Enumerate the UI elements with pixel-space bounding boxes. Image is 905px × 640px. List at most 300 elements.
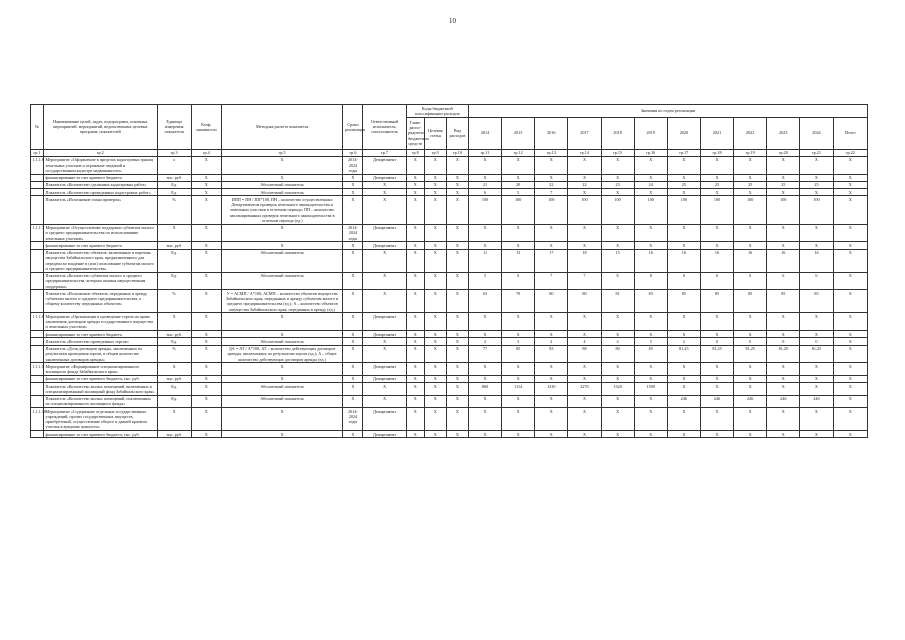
table-cell: Департамент: [363, 408, 406, 431]
table-cell: Х: [833, 408, 867, 431]
row-name-cell: Показатель «Количество проведенных кадастровых работ»: [44, 189, 158, 196]
table-cell: Х: [767, 156, 800, 174]
table-cell: 85: [634, 345, 667, 363]
table-cell: Х: [424, 375, 446, 382]
table-cell: Х: [363, 395, 406, 408]
table-cell: 83: [634, 290, 667, 313]
table-cell: 2: [468, 338, 501, 345]
table-cell: Х: [734, 313, 767, 331]
table-cell: 100: [502, 196, 535, 224]
table-cell: Х: [734, 156, 767, 174]
table-cell: Х: [535, 363, 568, 376]
header-year: 2014: [468, 117, 501, 149]
table-cell: Х: [446, 156, 468, 174]
table-cell: Х: [406, 196, 424, 224]
table-cell: 25: [700, 181, 733, 188]
table-cell: Х: [634, 174, 667, 181]
row-name-cell: финансирование за счет краевого бюджета: [44, 174, 158, 181]
table-cell: Х: [468, 395, 501, 408]
table-cell: 2270: [568, 383, 601, 396]
table-cell: Х: [191, 196, 221, 224]
table-cell: Х: [424, 196, 446, 224]
table-cell: Х: [191, 290, 221, 313]
table-cell: Х: [700, 363, 733, 376]
table-cell: Х: [667, 331, 700, 338]
row-name-cell: Показатель «Доля договоров аренды, заключенных по результатам проведения торгов, в общем количестве заключенных договоров аренды»: [44, 345, 158, 363]
table-cell: 1410: [535, 383, 568, 396]
row-name-cell: финансирование за счет краевого бюджета, тыс. руб.: [44, 375, 158, 382]
table-cell: Департамент: [363, 331, 406, 338]
column-number: гр.6: [343, 149, 363, 156]
table-cell: Х: [406, 313, 424, 331]
table-cell: Х: [667, 189, 700, 196]
table-cell: Х: [446, 224, 468, 242]
table-row: [31, 431, 868, 438]
table-cell: Ед.: [157, 395, 191, 408]
table-cell: Х: [601, 224, 634, 242]
row-name-cell: Показатель «Исполнение плана проверок»: [44, 196, 158, 224]
table-cell: тыс. руб.: [157, 431, 191, 438]
table-cell: 100: [800, 196, 833, 224]
table-cell: Х: [767, 242, 800, 249]
table-cell: 2014-2024 годы: [343, 408, 363, 431]
row-number-cell: [31, 290, 44, 313]
table-cell: тыс. руб.: [157, 174, 191, 181]
table-cell: 85: [700, 290, 733, 313]
table-cell: Х: [800, 375, 833, 382]
table-cell: 0: [800, 338, 833, 345]
table-cell: 21: [468, 181, 501, 188]
table-cell: 100: [468, 196, 501, 224]
header-year: 2024: [800, 117, 833, 149]
table-cell: Абсолютный показатель: [221, 338, 343, 345]
column-number: гр.4: [191, 149, 221, 156]
table-cell: Абсолютный показатель: [221, 181, 343, 188]
table-cell: Х: [406, 290, 424, 313]
page-number: 10: [449, 17, 456, 25]
table-cell: Х: [833, 363, 867, 376]
table-cell: Х: [221, 313, 343, 331]
table-cell: 4: [601, 338, 634, 345]
table-cell: 81,25: [667, 345, 700, 363]
header-year: 2018: [601, 117, 634, 149]
row-number-cell: [31, 189, 44, 196]
table-cell: Х: [601, 408, 634, 431]
table-cell: Х: [424, 408, 446, 431]
table-cell: Департамент: [363, 431, 406, 438]
table-cell: Х: [535, 395, 568, 408]
table-cell: Х: [767, 189, 800, 196]
table-cell: 17: [535, 249, 568, 272]
table-row: [31, 196, 868, 224]
table-cell: 7: [535, 272, 568, 290]
table-cell: 11: [468, 249, 501, 272]
column-number: гр.18: [700, 149, 733, 156]
table-cell: Департамент: [363, 363, 406, 376]
table-cell: Х: [446, 395, 468, 408]
table-cell: Х: [833, 156, 867, 174]
table-cell: Х: [191, 242, 221, 249]
table-cell: 81,25: [734, 345, 767, 363]
column-number: гр.1: [31, 149, 44, 156]
table-cell: Абсолютный показатель: [221, 395, 343, 408]
table-cell: Х: [424, 395, 446, 408]
table-row: [31, 408, 868, 431]
table-cell: 6: [734, 272, 767, 290]
header-term: Сроки реализации: [343, 105, 363, 150]
table-cell: Х: [667, 224, 700, 242]
table-cell: Х: [221, 408, 343, 431]
table-cell: 81,25: [767, 345, 800, 363]
row-number-cell: 1.1.1.10: [31, 408, 44, 431]
table-cell: Х: [446, 363, 468, 376]
table-cell: Х: [601, 174, 634, 181]
table-cell: Х: [424, 331, 446, 338]
table-cell: Х: [406, 338, 424, 345]
table-cell: х: [157, 156, 191, 174]
table-cell: Х: [601, 363, 634, 376]
table-cell: Х: [502, 156, 535, 174]
table-cell: Х: [700, 375, 733, 382]
table-cell: 20: [502, 181, 535, 188]
table-cell: 6: [800, 272, 833, 290]
table-cell: 22: [568, 181, 601, 188]
table-cell: Х: [343, 345, 363, 363]
row-number-cell: [31, 431, 44, 438]
table-cell: Х: [800, 189, 833, 196]
table-cell: Х: [343, 189, 363, 196]
table-cell: Х: [343, 249, 363, 272]
table-cell: 22: [535, 181, 568, 188]
row-number-cell: [31, 242, 44, 249]
row-number-cell: 1.1.1.6: [31, 156, 44, 174]
row-name-cell: Мероприятие «Оформление в пределах кадастровых границ земельных участков и отражение сведений в государственном кадастре недвижимости»: [44, 156, 158, 174]
table-cell: Х: [734, 224, 767, 242]
row-number-cell: [31, 272, 44, 290]
table-cell: 16: [667, 249, 700, 272]
table-cell: 1500: [634, 383, 667, 396]
table-cell: Х: [833, 174, 867, 181]
table-cell: 246: [767, 395, 800, 408]
table-cell: Х: [363, 181, 406, 188]
table-cell: 100: [734, 196, 767, 224]
table-cell: Х: [446, 375, 468, 382]
table-cell: Х: [406, 395, 424, 408]
table-cell: Х: [424, 338, 446, 345]
table-cell: Х: [634, 331, 667, 338]
table-cell: Х: [634, 242, 667, 249]
table-cell: Х: [800, 242, 833, 249]
table-cell: Х: [343, 272, 363, 290]
table-cell: Х: [363, 189, 406, 196]
table-cell: 24: [634, 181, 667, 188]
table-cell: Департамент: [363, 156, 406, 174]
table-cell: Х: [767, 375, 800, 382]
table-cell: Ед.: [157, 181, 191, 188]
table-cell: Х: [468, 431, 501, 438]
table-cell: Х: [468, 174, 501, 181]
table-cell: Х: [446, 181, 468, 188]
row-name-cell: Показатель «Количество проведенных торгов»: [44, 338, 158, 345]
table-cell: Х: [468, 242, 501, 249]
table-cell: Х: [767, 224, 800, 242]
table-cell: Х: [446, 272, 468, 290]
table-cell: Х: [535, 224, 568, 242]
table-cell: Х: [601, 156, 634, 174]
column-number: гр.21: [800, 149, 833, 156]
table-row: [31, 363, 868, 376]
row-name-cell: финансирование за счет краевого бюджета, тыс. руб.: [44, 431, 158, 438]
table-cell: Х: [221, 363, 343, 376]
table-cell: Х: [535, 408, 568, 431]
table-cell: 16: [800, 249, 833, 272]
table-cell: Х: [833, 383, 867, 396]
table-cell: Х: [833, 313, 867, 331]
table-cell: Х: [833, 242, 867, 249]
table-cell: 25: [667, 181, 700, 188]
column-number: гр.13: [535, 149, 568, 156]
table-cell: 63: [468, 290, 501, 313]
row-number-cell: [31, 249, 44, 272]
table-cell: Х: [191, 375, 221, 382]
table-cell: Х: [157, 224, 191, 242]
row-number-cell: [31, 345, 44, 363]
table-cell: Х: [406, 242, 424, 249]
row-name-cell: Мероприятие «Осуществление поддержки субъектов малого и среднего предпринимательства по использованию земельных участков»: [44, 224, 158, 242]
row-name-cell: Показатель «Количество жилых помещений, включенных в специализированный жилищный фонд Забайкальского края»: [44, 383, 158, 396]
header-coef: Коэф. значимости: [191, 105, 221, 150]
table-cell: Х: [700, 224, 733, 242]
table-cell: Х: [343, 363, 363, 376]
table-cell: Х: [833, 395, 867, 408]
header-year: Итого: [833, 117, 867, 149]
table-cell: Х: [343, 431, 363, 438]
header-values: Значения по годам реализации: [468, 105, 867, 118]
table-cell: Х: [343, 383, 363, 396]
table-cell: Х: [800, 331, 833, 338]
table-cell: Х: [734, 331, 767, 338]
table-cell: Х: [700, 408, 733, 431]
table-cell: Х: [446, 408, 468, 431]
table-cell: 18: [568, 249, 601, 272]
table-cell: Х: [502, 375, 535, 382]
table-cell: Х: [700, 313, 733, 331]
table-cell: Х: [191, 174, 221, 181]
table-cell: Х: [363, 272, 406, 290]
table-cell: 246: [734, 395, 767, 408]
table-cell: Х: [406, 383, 424, 396]
table-cell: Х: [502, 242, 535, 249]
table-cell: Х: [700, 383, 733, 396]
table-cell: Х: [446, 249, 468, 272]
table-cell: 6: [502, 272, 535, 290]
table-cell: 85: [800, 290, 833, 313]
table-cell: Х: [568, 395, 601, 408]
table-cell: Х: [221, 174, 343, 181]
table-cell: %: [157, 196, 191, 224]
table-cell: Х: [734, 189, 767, 196]
table-cell: 5: [634, 338, 667, 345]
table-cell: Х: [424, 242, 446, 249]
row-name-cell: Показатель «Количество объектов, включенных в перечень имущества Забайкальского края, предназначенного для передачи во владение и (или) пользование субъектам малого и среднего предпринимательства»: [44, 249, 158, 272]
table-row: [31, 224, 868, 242]
column-number: гр.9: [424, 149, 446, 156]
table-cell: Х: [406, 156, 424, 174]
table-cell: Х: [406, 189, 424, 196]
column-number: гр.14: [568, 149, 601, 156]
table-cell: Х: [568, 156, 601, 174]
table-cell: 100: [535, 196, 568, 224]
table-cell: Департамент: [363, 174, 406, 181]
table-cell: 77: [468, 345, 501, 363]
table-cell: Х: [446, 290, 468, 313]
table-row: [31, 272, 868, 290]
table-cell: Х: [157, 408, 191, 431]
table-cell: Х: [191, 331, 221, 338]
table-cell: Х: [734, 431, 767, 438]
column-number: гр.2: [44, 149, 158, 156]
table-cell: Х: [667, 242, 700, 249]
column-number: гр.3: [157, 149, 191, 156]
table-cell: 16: [734, 249, 767, 272]
table-cell: 246: [700, 395, 733, 408]
table-cell: Х: [191, 383, 221, 396]
table-cell: Х: [424, 383, 446, 396]
table-cell: Абсолютный показатель: [221, 272, 343, 290]
table-cell: 0: [767, 338, 800, 345]
table-cell: Ед.: [157, 249, 191, 272]
table-cell: Х: [191, 363, 221, 376]
table-cell: Х: [767, 174, 800, 181]
table-cell: 100: [767, 196, 800, 224]
table-row: [31, 395, 868, 408]
table-row: [31, 383, 868, 396]
table-row: [31, 181, 868, 188]
table-cell: Х: [446, 431, 468, 438]
table-row: [31, 249, 868, 272]
column-number: гр.11: [468, 149, 501, 156]
table-cell: Х: [535, 174, 568, 181]
row-name-cell: Мероприятие «Организация и проведение торгов на право заключения договоров аренды государственного имущества и земельных участков»: [44, 313, 158, 331]
table-cell: Ед.: [157, 383, 191, 396]
table-cell: Х: [502, 363, 535, 376]
column-number: гр.19: [734, 149, 767, 156]
table-cell: Х: [833, 249, 867, 272]
table-cell: Х: [157, 363, 191, 376]
table-cell: 5: [468, 272, 501, 290]
table-cell: Х: [424, 156, 446, 174]
table-cell: 15: [601, 249, 634, 272]
table-cell: Ед.: [157, 189, 191, 196]
table-row: [31, 156, 868, 174]
table-cell: Х: [191, 431, 221, 438]
table-cell: Х: [667, 408, 700, 431]
table-cell: Х: [191, 249, 221, 272]
table-cell: Департамент: [363, 224, 406, 242]
table-cell: Х: [568, 408, 601, 431]
table-cell: Х: [667, 156, 700, 174]
table-cell: тыс. руб.: [157, 242, 191, 249]
table-cell: 80: [601, 345, 634, 363]
table-cell: 7: [535, 189, 568, 196]
row-number-cell: [31, 395, 44, 408]
table-cell: Х: [446, 196, 468, 224]
table-cell: Х: [446, 313, 468, 331]
table-cell: Х: [424, 174, 446, 181]
table-cell: 246: [800, 395, 833, 408]
table-cell: Х: [833, 345, 867, 363]
table-cell: Х: [502, 313, 535, 331]
table-cell: Х: [634, 431, 667, 438]
header-responsible: Ответственный исполнитель, соисполнитель: [363, 105, 406, 150]
row-number-cell: 1.1.1.8: [31, 313, 44, 331]
table-cell: Х: [667, 313, 700, 331]
table-cell: Х: [191, 189, 221, 196]
table-cell: 0: [734, 338, 767, 345]
table-cell: 2014-2024 годы: [343, 156, 363, 174]
table-cell: Х: [424, 224, 446, 242]
table-cell: Х: [406, 224, 424, 242]
table-cell: 81,25: [800, 345, 833, 363]
table-cell: 85: [767, 290, 800, 313]
table-cell: 5: [502, 189, 535, 196]
table-cell: 85: [667, 290, 700, 313]
table-cell: 100: [634, 196, 667, 224]
column-number: гр.22: [833, 149, 867, 156]
table-cell: Х: [535, 375, 568, 382]
table-cell: Х: [568, 174, 601, 181]
header-year: 2016: [535, 117, 568, 149]
table-cell: 2014-2024 годы: [343, 224, 363, 242]
header-method: Методика расчета показателя: [221, 105, 343, 150]
table-cell: Х: [833, 431, 867, 438]
table-cell: Х: [833, 375, 867, 382]
table-cell: Х: [221, 331, 343, 338]
table-cell: Х: [363, 196, 406, 224]
table-cell: Х: [535, 313, 568, 331]
table-cell: Х: [700, 189, 733, 196]
table-cell: Х: [406, 249, 424, 272]
table-cell: Х: [363, 383, 406, 396]
table-cell: Х: [191, 224, 221, 242]
table-cell: Х: [424, 431, 446, 438]
table-cell: Х: [343, 375, 363, 382]
table-cell: Х: [833, 331, 867, 338]
table-cell: Х: [700, 431, 733, 438]
table-cell: Департамент: [363, 313, 406, 331]
table-cell: Х: [363, 290, 406, 313]
column-number: гр.8: [406, 149, 424, 156]
header-year: 2019: [634, 117, 667, 149]
table-cell: Х: [191, 181, 221, 188]
table-cell: Департамент: [363, 375, 406, 382]
table-cell: 0: [700, 338, 733, 345]
table-cell: Х: [446, 331, 468, 338]
table-cell: Х: [424, 272, 446, 290]
column-number: гр.15: [601, 149, 634, 156]
table-cell: Х: [634, 395, 667, 408]
table-cell: Х: [468, 224, 501, 242]
table-cell: Х: [468, 375, 501, 382]
table-cell: Х: [406, 363, 424, 376]
table-cell: Х: [406, 345, 424, 363]
table-cell: Х: [568, 224, 601, 242]
row-number-cell: [31, 174, 44, 181]
table-cell: 16: [767, 249, 800, 272]
header-year: 2017: [568, 117, 601, 149]
table-cell: Х: [424, 290, 446, 313]
table-cell: Х: [191, 338, 221, 345]
